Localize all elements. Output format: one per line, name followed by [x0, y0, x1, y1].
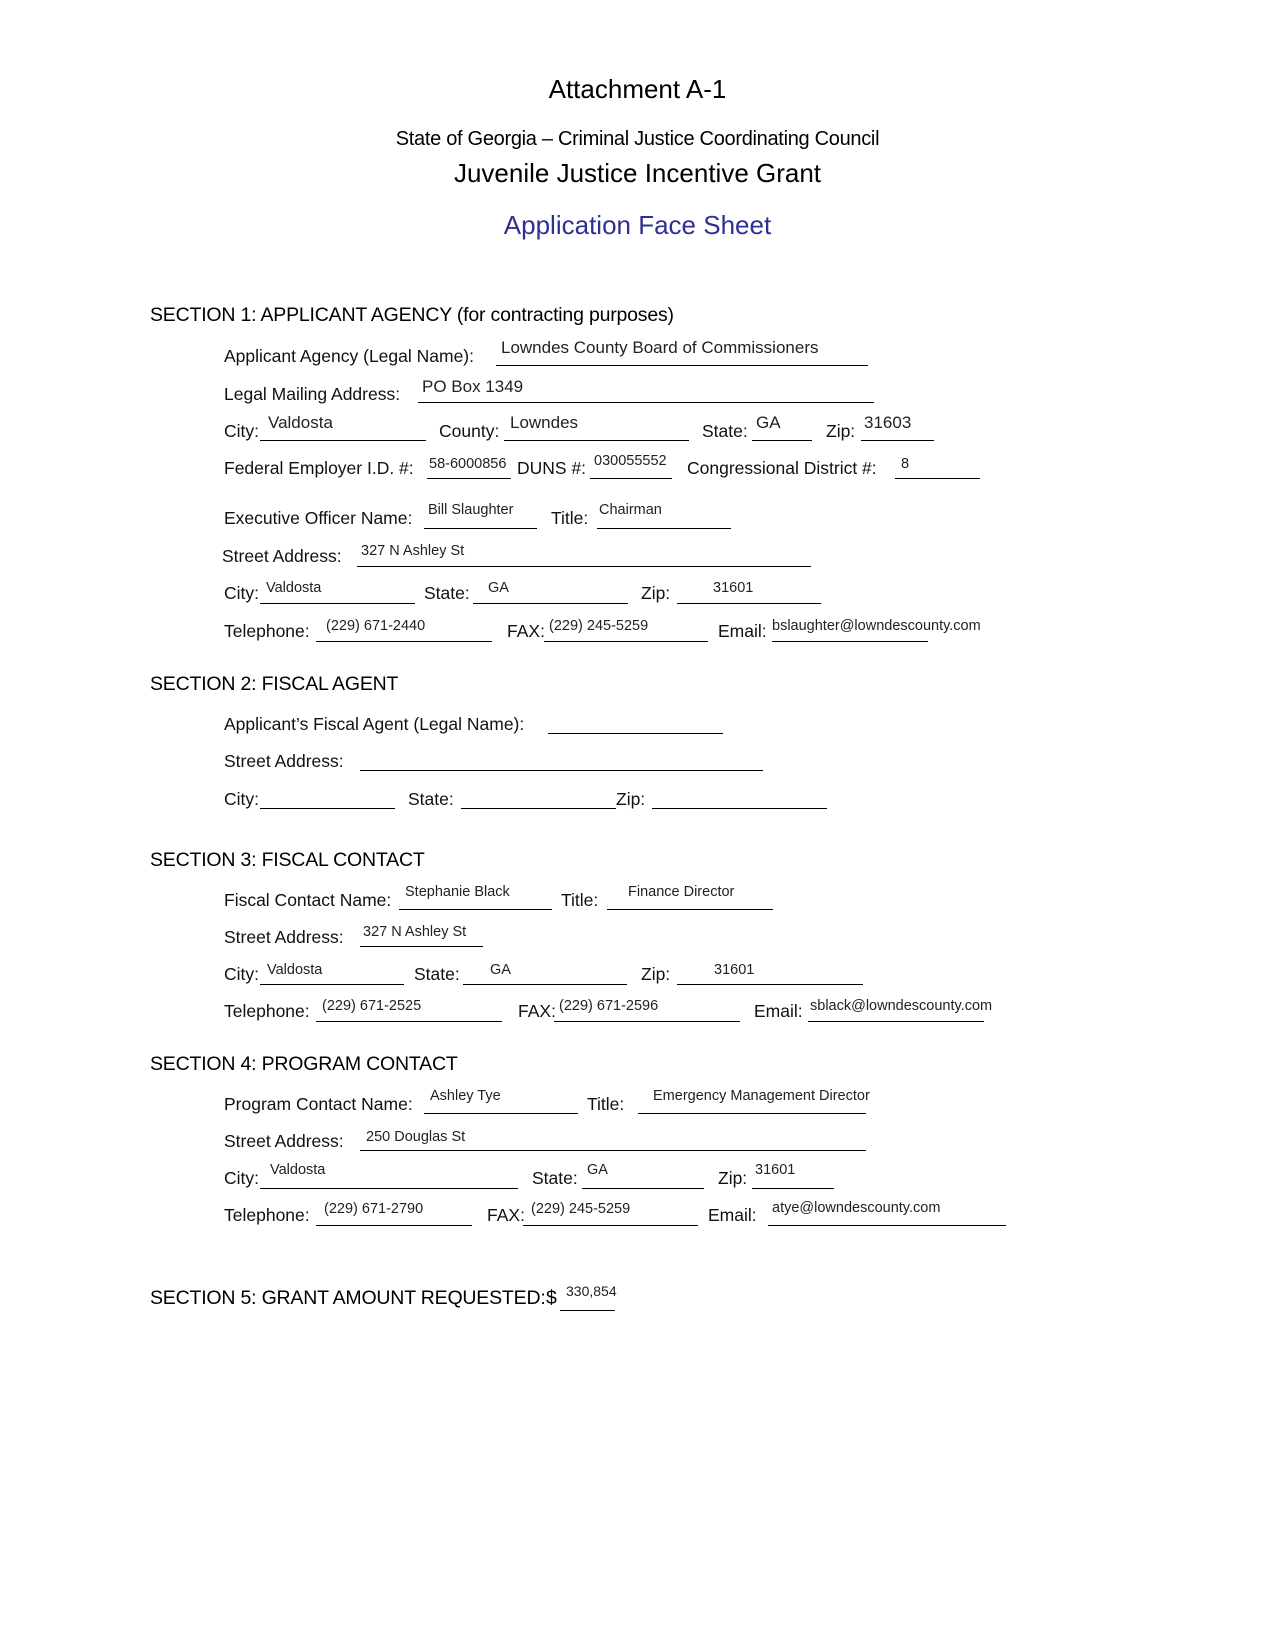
applicant-agency-line	[496, 365, 868, 366]
currency-symbol: $	[546, 1287, 557, 1309]
exec-zip-line	[677, 603, 821, 604]
mailing-address-label: Legal Mailing Address:	[224, 384, 401, 404]
fiscal-agent-state-field[interactable]	[461, 808, 616, 809]
zip-line	[861, 440, 934, 441]
fiscal-contact-telephone-line	[316, 1021, 502, 1022]
agency-line: State of Georgia – Criminal Justice Coordinating Council	[395, 128, 880, 150]
fein-field[interactable]: 58-6000856	[429, 456, 507, 472]
section2-heading: SECTION 2: FISCAL AGENT	[150, 673, 399, 695]
fiscal-agent-field[interactable]	[548, 733, 723, 734]
program-contact-fax-field[interactable]: (229) 245-5259	[531, 1201, 631, 1217]
program-contact-city-field[interactable]: Valdosta	[270, 1162, 326, 1178]
fiscal-agent-city-label: City:	[224, 789, 259, 809]
fiscal-contact-fax-line	[554, 1021, 740, 1022]
city-line	[260, 440, 426, 441]
section5-heading: SECTION 5: GRANT AMOUNT REQUESTED:	[150, 1287, 546, 1309]
fiscal-contact-state-field[interactable]: GA	[490, 962, 511, 978]
grant-amount-field[interactable]: 330,854	[566, 1283, 617, 1299]
executive-officer-label: Executive Officer Name:	[224, 508, 413, 528]
program-contact-zip-label: Zip:	[718, 1168, 748, 1188]
fein-line	[427, 478, 511, 479]
section1-heading: SECTION 1: APPLICANT AGENCY (for contracting purposes)	[150, 304, 674, 326]
fiscal-contact-telephone-field[interactable]: (229) 671-2525	[322, 998, 422, 1014]
form-title: Application Face Sheet	[503, 210, 772, 240]
exec-state-field[interactable]: GA	[488, 580, 509, 596]
program-contact-name-line	[424, 1113, 578, 1114]
duns-label: DUNS #:	[517, 458, 587, 478]
zip-field[interactable]: 31603	[864, 413, 912, 432]
section4-heading: SECTION 4: PROGRAM CONTACT	[150, 1053, 458, 1075]
state-label: State:	[702, 421, 748, 441]
exec-street-field[interactable]: 327 N Ashley St	[361, 543, 465, 559]
county-label: County:	[439, 421, 500, 441]
state-field[interactable]: GA	[756, 413, 781, 432]
exec-fax-field[interactable]: (229) 245-5259	[549, 618, 649, 634]
exec-email-label: Email:	[718, 621, 767, 641]
fiscal-contact-state-line	[463, 984, 627, 985]
exec-state-line	[473, 603, 628, 604]
exec-telephone-label: Telephone:	[224, 621, 310, 641]
fiscal-contact-city-field[interactable]: Valdosta	[267, 962, 323, 978]
program-contact-street-field[interactable]: 250 Douglas St	[366, 1129, 466, 1145]
applicant-agency-field[interactable]: Lowndes County Board of Commissioners	[501, 338, 819, 357]
program-contact-fax-line	[523, 1225, 698, 1226]
section3-heading: SECTION 3: FISCAL CONTACT	[150, 849, 425, 871]
exec-telephone-field[interactable]: (229) 671-2440	[326, 618, 426, 634]
exec-title-line	[597, 528, 731, 529]
fiscal-agent-street-field[interactable]	[360, 770, 763, 771]
fiscal-contact-email-line	[808, 1021, 984, 1022]
county-line	[504, 440, 689, 441]
exec-fax-line	[544, 641, 708, 642]
program-contact-name-field[interactable]: Ashley Tye	[430, 1088, 501, 1104]
exec-email-line	[772, 641, 928, 642]
fiscal-contact-zip-line	[677, 984, 863, 985]
exec-city-line	[260, 603, 415, 604]
city-label: City:	[224, 421, 259, 441]
fiscal-contact-zip-field[interactable]: 31601	[714, 962, 755, 978]
program-contact-title-field[interactable]: Emergency Management Director	[653, 1088, 870, 1104]
fiscal-contact-zip-label: Zip:	[641, 964, 671, 984]
program-contact-title-line	[638, 1113, 866, 1114]
exec-email-field[interactable]: bslaughter@lowndescounty.com	[772, 618, 981, 634]
program-contact-email-field[interactable]: atye@lowndescounty.com	[772, 1200, 941, 1216]
fiscal-contact-city-label: City:	[224, 964, 259, 984]
fiscal-contact-street-label: Street Address:	[224, 927, 344, 947]
program-contact-city-label: City:	[224, 1168, 259, 1188]
mailing-address-field[interactable]: PO Box 1349	[422, 377, 524, 396]
exec-zip-field[interactable]: 31601	[713, 580, 754, 596]
exec-street-line	[357, 566, 811, 567]
program-contact-title-label: Title:	[587, 1094, 625, 1114]
county-field[interactable]: Lowndes	[510, 413, 579, 432]
program-contact-zip-field[interactable]: 31601	[755, 1162, 796, 1178]
program-contact-street-label: Street Address:	[224, 1131, 344, 1151]
fiscal-contact-fax-label: FAX:	[518, 1001, 556, 1021]
attachment-title: Attachment A-1	[548, 74, 727, 104]
program-contact-telephone-field[interactable]: (229) 671-2790	[324, 1201, 424, 1217]
exec-zip-label: Zip:	[641, 583, 671, 603]
program-contact-email-line	[768, 1225, 1006, 1226]
program-contact-telephone-label: Telephone:	[224, 1205, 310, 1225]
fiscal-contact-email-label: Email:	[754, 1001, 803, 1021]
fiscal-contact-title-label: Title:	[561, 890, 599, 910]
fiscal-contact-telephone-label: Telephone:	[224, 1001, 310, 1021]
program-contact-street-line	[360, 1150, 866, 1151]
fiscal-contact-fax-field[interactable]: (229) 671-2596	[559, 998, 659, 1014]
duns-line	[590, 478, 672, 479]
program-contact-state-field[interactable]: GA	[587, 1162, 608, 1178]
exec-title-field[interactable]: Chairman	[599, 502, 662, 518]
exec-city-label: City:	[224, 583, 259, 603]
program-contact-state-label: State:	[532, 1168, 578, 1188]
fiscal-contact-name-field[interactable]: Stephanie Black	[405, 884, 510, 900]
fiscal-contact-email-field[interactable]: sblack@lowndescounty.com	[810, 998, 993, 1014]
state-line	[752, 440, 812, 441]
exec-city-field[interactable]: Valdosta	[266, 580, 322, 596]
fiscal-contact-city-line	[260, 984, 404, 985]
exec-title-label: Title:	[551, 508, 589, 528]
fiscal-agent-label: Applicant’s Fiscal Agent (Legal Name):	[224, 714, 525, 734]
fiscal-contact-state-label: State:	[414, 964, 460, 984]
grant-name: Juvenile Justice Incentive Grant	[453, 158, 822, 188]
fiscal-agent-state-label: State:	[408, 789, 454, 809]
fiscal-contact-name-label: Fiscal Contact Name:	[224, 890, 392, 910]
program-contact-email-label: Email:	[708, 1205, 757, 1225]
program-contact-fax-label: FAX:	[487, 1205, 525, 1225]
executive-officer-line	[424, 528, 537, 529]
executive-officer-field[interactable]: Bill Slaughter	[428, 502, 514, 518]
fiscal-agent-city-field[interactable]	[260, 808, 395, 809]
fiscal-contact-name-line	[399, 909, 552, 910]
fiscal-agent-street-label: Street Address:	[224, 751, 344, 771]
program-contact-city-line	[260, 1188, 518, 1189]
program-contact-zip-line	[752, 1188, 834, 1189]
applicant-agency-label: Applicant Agency (Legal Name):	[224, 346, 474, 366]
duns-field[interactable]: 030055552	[594, 453, 667, 469]
exec-street-label: Street Address:	[222, 546, 342, 566]
fiscal-contact-street-field[interactable]: 327 N Ashley St	[363, 924, 467, 940]
city-field[interactable]: Valdosta	[268, 413, 333, 432]
fiscal-agent-zip-field[interactable]	[652, 808, 827, 809]
program-contact-state-line	[582, 1188, 704, 1189]
fiscal-agent-zip-label: Zip:	[616, 789, 646, 809]
program-contact-name-label: Program Contact Name:	[224, 1094, 413, 1114]
grant-amount-line	[560, 1310, 615, 1311]
fiscal-contact-title-field[interactable]: Finance Director	[628, 884, 735, 900]
fiscal-contact-title-line	[607, 909, 773, 910]
fein-label: Federal Employer I.D. #:	[224, 458, 414, 478]
fiscal-contact-street-line	[360, 946, 483, 947]
mailing-address-line	[418, 402, 874, 403]
congressional-district-line	[895, 478, 980, 479]
exec-state-label: State:	[424, 583, 470, 603]
congressional-district-label: Congressional District #:	[687, 458, 877, 478]
zip-label: Zip:	[826, 421, 856, 441]
exec-fax-label: FAX:	[507, 621, 545, 641]
program-contact-telephone-line	[316, 1225, 472, 1226]
congressional-district-field[interactable]: 8	[901, 456, 910, 472]
exec-telephone-line	[316, 641, 492, 642]
